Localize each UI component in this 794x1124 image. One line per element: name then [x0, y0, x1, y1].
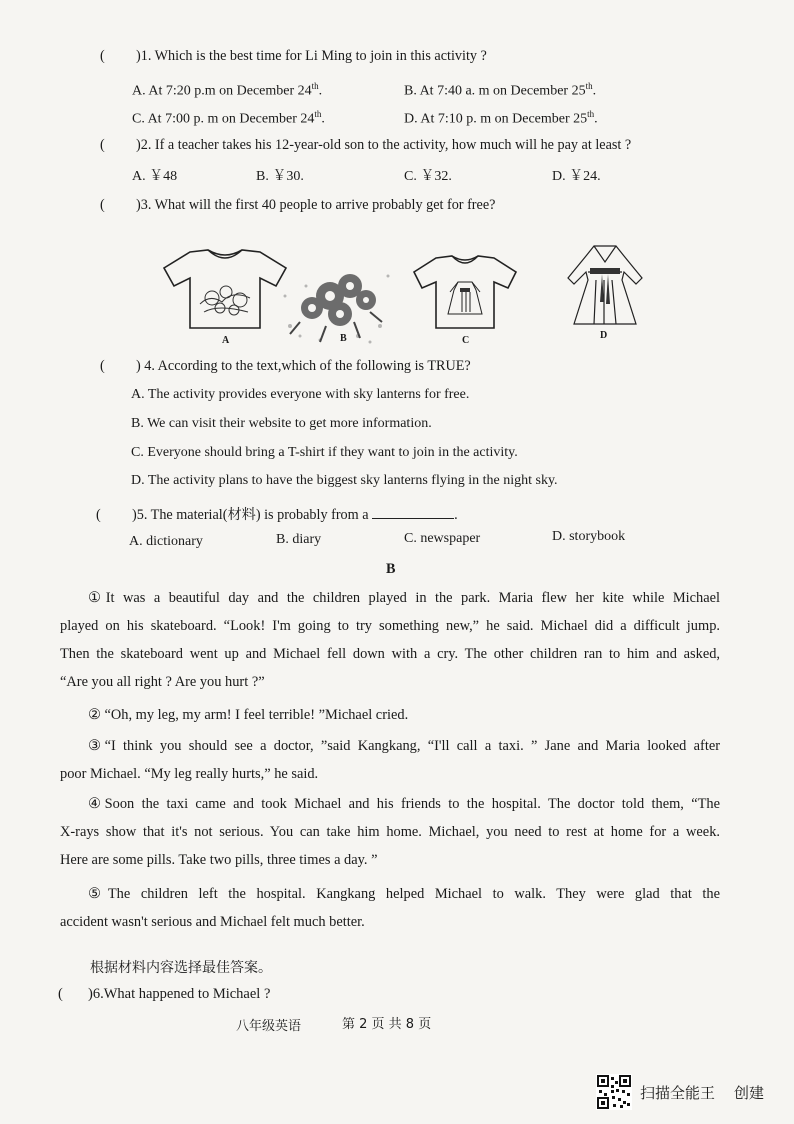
q5-option-a[interactable]: A. dictionary: [129, 534, 203, 549]
q5-option-d[interactable]: D. storybook: [552, 529, 626, 544]
question-5: ( )5. The material(材料) is probably from a .: [96, 507, 458, 523]
figure-label-b: B: [340, 333, 347, 344]
hanfu-dress-image[interactable]: [560, 242, 650, 328]
question-3-text: )3. What will the first 40 people to arrive probably get for free?: [136, 197, 496, 213]
question-6: [58, 986, 270, 1003]
q1-option-a[interactable]: A. At 7:20 p.m on December 24th.: [132, 81, 323, 99]
question-4: [100, 358, 471, 375]
flowers-image[interactable]: [270, 256, 400, 350]
watermark-app-name: 扫描全能王: [640, 1084, 716, 1102]
answer-paren[interactable]: (: [58, 986, 63, 1002]
q1-option-b[interactable]: B. At 7:40 a. m on December 25th.: [404, 81, 597, 99]
question-1-text: )1. Which is the best time for Li Ming to join in this activity ?: [136, 48, 487, 64]
answer-paren[interactable]: (: [96, 507, 101, 523]
q2-option-a[interactable]: A. ￥48: [132, 169, 178, 184]
q4-option-c[interactable]: C. Everyone should bring a T-shirt if they want to join in the activity.: [131, 445, 518, 460]
tshirt-dress-image[interactable]: [410, 252, 520, 332]
q2-option-d[interactable]: D. ￥24.: [552, 169, 601, 184]
footer-subject: 八年级英语: [236, 1019, 302, 1034]
q4-option-d[interactable]: D. The activity plans to have the biggest sky lanterns flying in the night sky.: [131, 473, 558, 488]
section-b-title: B: [386, 561, 396, 577]
footer-page-info: 第 2 页 共 8 页: [342, 1017, 432, 1032]
question-2: [100, 137, 631, 154]
figure-label-a: A: [222, 335, 230, 346]
question-3: [100, 197, 495, 214]
answer-paren[interactable]: (: [100, 137, 105, 153]
q2-option-c[interactable]: C. ￥32.: [404, 169, 452, 184]
question-4-text: ) 4. According to the text,which of the following is TRUE?: [136, 358, 471, 374]
q4-option-b[interactable]: B. We can visit their website to get more information.: [131, 416, 432, 431]
answer-blank[interactable]: [372, 506, 454, 519]
answer-paren[interactable]: (: [100, 48, 105, 64]
instruction-text: 根据材料内容选择最佳答案。: [90, 960, 272, 976]
q1-option-d[interactable]: D. At 7:10 p. m on December 25th.: [404, 109, 598, 127]
q4-option-a[interactable]: A. The activity provides everyone with sky lanterns for free.: [131, 387, 470, 402]
q1-option-c[interactable]: C. At 7:00 p. m on December 24th.: [132, 109, 325, 127]
question-5-text: )5. The material(材料) is probably from a: [132, 507, 369, 523]
question-1: [100, 48, 487, 65]
question-2-text: )2. If a teacher takes his 12-year-old son to the activity, how much will he pay at least ?: [136, 137, 632, 153]
answer-paren[interactable]: (: [100, 358, 105, 374]
passage-paragraph-3: ③“I think you should see a doctor, ”said Kangkang, “I'll call a taxi. ” Jane and Maria looked after poor Michael. “My leg really hurts,” he said.: [60, 738, 720, 782]
qr-code-icon: [596, 1074, 632, 1110]
q5-option-b[interactable]: B. diary: [276, 532, 322, 547]
figure-label-c: C: [462, 335, 470, 346]
q5-option-c[interactable]: C. newspaper: [404, 531, 481, 546]
question-6-text: )6.What happened to Michael ?: [88, 986, 271, 1002]
figure-label-d: D: [600, 330, 608, 341]
watermark-action: 创建: [734, 1084, 765, 1102]
passage-paragraph-1: ①It was a beautiful day and the children played in the park. Maria flew her kite while Michael played on his skateboard. “Look! I'm going to try something new,” he said. Michael did a difficult jump. Then the skateboard went up and Michael fell down with a cry. The other children ran to him and asked, “Are you all right ? Are you hurt ?”: [60, 590, 720, 690]
passage-paragraph-4: ④Soon the taxi came and took Michael and his friends to the hospital. The doctor told them, “The X-rays show that it's not serious. You can take him home. Michael, you need to rest at home for a week. Here are some pills. Take two pills, three times a day. ”: [60, 796, 720, 868]
passage-paragraph-2: ② “Oh, my leg, my arm! I feel terrible! ”Michael cried.: [88, 707, 409, 723]
passage-paragraph-5: ⑤The children left the hospital. Kangkang helped Michael to walk. They were glad that the accident wasn't serious and Michael felt much better.: [60, 886, 720, 930]
q2-option-b[interactable]: B. ￥30.: [256, 169, 304, 184]
answer-paren[interactable]: (: [100, 197, 105, 213]
